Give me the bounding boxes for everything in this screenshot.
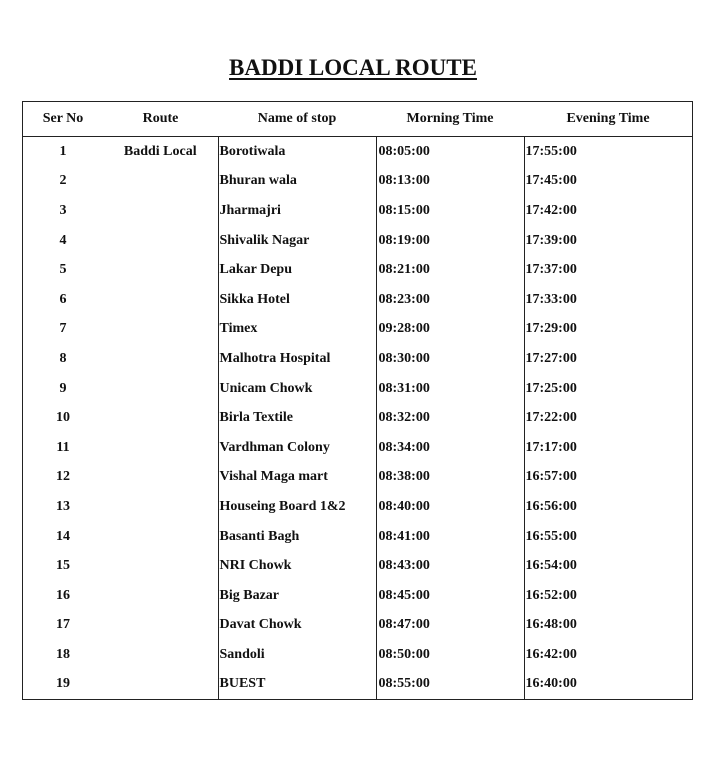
route-cell	[103, 670, 218, 700]
morning-time-cell: 08:38:00	[376, 463, 524, 493]
route-cell	[103, 581, 218, 611]
table-row	[23, 463, 693, 493]
stop-name-cell: Vardhman Colony	[218, 433, 376, 463]
route-cell	[103, 611, 218, 641]
table-row	[23, 374, 693, 404]
morning-time-cell: 09:28:00	[376, 315, 524, 345]
ser-no-cell: 15	[56, 558, 70, 574]
table-row	[23, 285, 693, 315]
evening-time-cell: 16:52:00	[524, 581, 693, 611]
table-row	[23, 167, 693, 197]
stop-name-cell: Houseing Board 1&2	[218, 492, 376, 522]
evening-time-cell: 17:17:00	[524, 433, 693, 463]
table-row	[23, 433, 693, 463]
stop-name-cell: Lakar Depu	[218, 255, 376, 285]
ser-no-cell: 6	[59, 291, 67, 307]
header-route: Route	[103, 102, 218, 137]
ser-no-cell: 2	[59, 173, 67, 189]
evening-time-cell: 17:22:00	[524, 403, 693, 433]
evening-time-cell: 16:57:00	[524, 463, 693, 493]
table-row	[23, 492, 693, 522]
evening-time-cell: 16:55:00	[524, 522, 693, 552]
stop-name-cell: Davat Chowk	[218, 611, 376, 641]
route-cell: Baddi Local	[123, 143, 197, 159]
evening-time-cell: 16:56:00	[524, 492, 693, 522]
route-cell	[103, 285, 218, 315]
evening-time-cell: 16:40:00	[524, 670, 693, 700]
table-row	[23, 670, 693, 700]
ser-no-cell: 4	[59, 232, 67, 248]
morning-time-cell: 08:15:00	[376, 196, 524, 226]
route-timetable	[22, 101, 693, 700]
stop-name-cell: Timex	[218, 315, 376, 345]
route-cell	[103, 315, 218, 345]
header-stop-name: Name of stop	[218, 102, 376, 137]
evening-time-cell: 17:39:00	[524, 226, 693, 256]
morning-time-cell: 08:43:00	[376, 551, 524, 581]
table-body	[23, 137, 693, 700]
stop-name-cell: Sikka Hotel	[218, 285, 376, 315]
morning-time-cell: 08:32:00	[376, 403, 524, 433]
morning-time-cell: 08:05:00	[376, 137, 524, 167]
stop-name-cell: BUEST	[218, 670, 376, 700]
table-row	[23, 255, 693, 285]
table-row	[23, 137, 693, 167]
ser-no-cell: 1	[59, 143, 67, 159]
ser-no-cell: 9	[59, 380, 67, 396]
ser-no-cell: 5	[59, 262, 67, 278]
route-cell	[103, 463, 218, 493]
ser-no-cell: 10	[56, 410, 70, 426]
stop-name-cell: Big Bazar	[218, 581, 376, 611]
route-cell	[103, 492, 218, 522]
table-row	[23, 403, 693, 433]
ser-no-cell: 7	[59, 321, 67, 337]
ser-no-cell: 8	[59, 350, 67, 366]
route-cell	[103, 403, 218, 433]
evening-time-cell: 17:55:00	[524, 137, 693, 167]
route-cell	[103, 226, 218, 256]
header-evening-time: Evening Time	[524, 102, 693, 137]
table-row	[23, 640, 693, 670]
table-row	[23, 196, 693, 226]
morning-time-cell: 08:19:00	[376, 226, 524, 256]
stop-name-cell: Vishal Maga mart	[218, 463, 376, 493]
stop-name-cell: Birla Textile	[218, 403, 376, 433]
route-cell	[103, 255, 218, 285]
ser-no-cell: 3	[59, 202, 67, 218]
stop-name-cell: Malhotra Hospital	[218, 344, 376, 374]
route-cell	[103, 374, 218, 404]
table-row	[23, 344, 693, 374]
page-title-text: BADDI LOCAL ROUTE	[229, 55, 477, 80]
morning-time-cell: 08:47:00	[376, 611, 524, 641]
table-row	[23, 551, 693, 581]
stop-name-cell: Basanti Bagh	[218, 522, 376, 552]
morning-time-cell: 08:40:00	[376, 492, 524, 522]
stop-name-cell: Shivalik Nagar	[218, 226, 376, 256]
morning-time-cell: 08:55:00	[376, 670, 524, 700]
evening-time-cell: 17:29:00	[524, 315, 693, 345]
evening-time-cell: 17:42:00	[524, 196, 693, 226]
page-title	[0, 54, 706, 82]
route-cell	[103, 640, 218, 670]
table-row	[23, 315, 693, 345]
route-cell	[103, 344, 218, 374]
table-row	[23, 581, 693, 611]
table-row	[23, 611, 693, 641]
ser-no-cell: 11	[56, 439, 70, 455]
table-row	[23, 226, 693, 256]
morning-time-cell: 08:31:00	[376, 374, 524, 404]
morning-time-cell: 08:34:00	[376, 433, 524, 463]
morning-time-cell: 08:45:00	[376, 581, 524, 611]
evening-time-cell: 17:25:00	[524, 374, 693, 404]
ser-no-cell: 18	[56, 646, 70, 662]
evening-time-cell: 17:33:00	[524, 285, 693, 315]
morning-time-cell: 08:50:00	[376, 640, 524, 670]
table-row	[23, 522, 693, 552]
morning-time-cell: 08:13:00	[376, 167, 524, 197]
route-cell	[103, 433, 218, 463]
stop-name-cell: Borotiwala	[218, 137, 376, 167]
evening-time-cell: 16:42:00	[524, 640, 693, 670]
ser-no-cell: 13	[56, 498, 70, 514]
route-cell	[103, 551, 218, 581]
ser-no-cell: 14	[56, 528, 70, 544]
evening-time-cell: 17:27:00	[524, 344, 693, 374]
ser-no-cell: 19	[23, 670, 104, 700]
morning-time-cell: 08:23:00	[376, 285, 524, 315]
stop-name-cell: Jharmajri	[218, 196, 376, 226]
ser-no-cell: 12	[56, 469, 70, 485]
evening-time-cell: 16:48:00	[524, 611, 693, 641]
route-cell	[103, 522, 218, 552]
route-cell	[103, 196, 218, 226]
morning-time-cell: 08:21:00	[376, 255, 524, 285]
header-morning-time: Morning Time	[376, 102, 524, 137]
header-ser-no: Ser No	[23, 102, 104, 137]
stop-name-cell: Bhuran wala	[218, 167, 376, 197]
morning-time-cell: 08:30:00	[376, 344, 524, 374]
stop-name-cell: NRI Chowk	[218, 551, 376, 581]
ser-no-cell: 17	[56, 617, 70, 633]
stop-name-cell: Sandoli	[218, 640, 376, 670]
stop-name-cell: Unicam Chowk	[218, 374, 376, 404]
morning-time-cell: 08:41:00	[376, 522, 524, 552]
evening-time-cell: 17:45:00	[524, 167, 693, 197]
table-header-row	[23, 102, 693, 137]
evening-time-cell: 16:54:00	[524, 551, 693, 581]
route-cell	[103, 167, 218, 197]
ser-no-cell: 16	[56, 587, 70, 603]
evening-time-cell: 17:37:00	[524, 255, 693, 285]
